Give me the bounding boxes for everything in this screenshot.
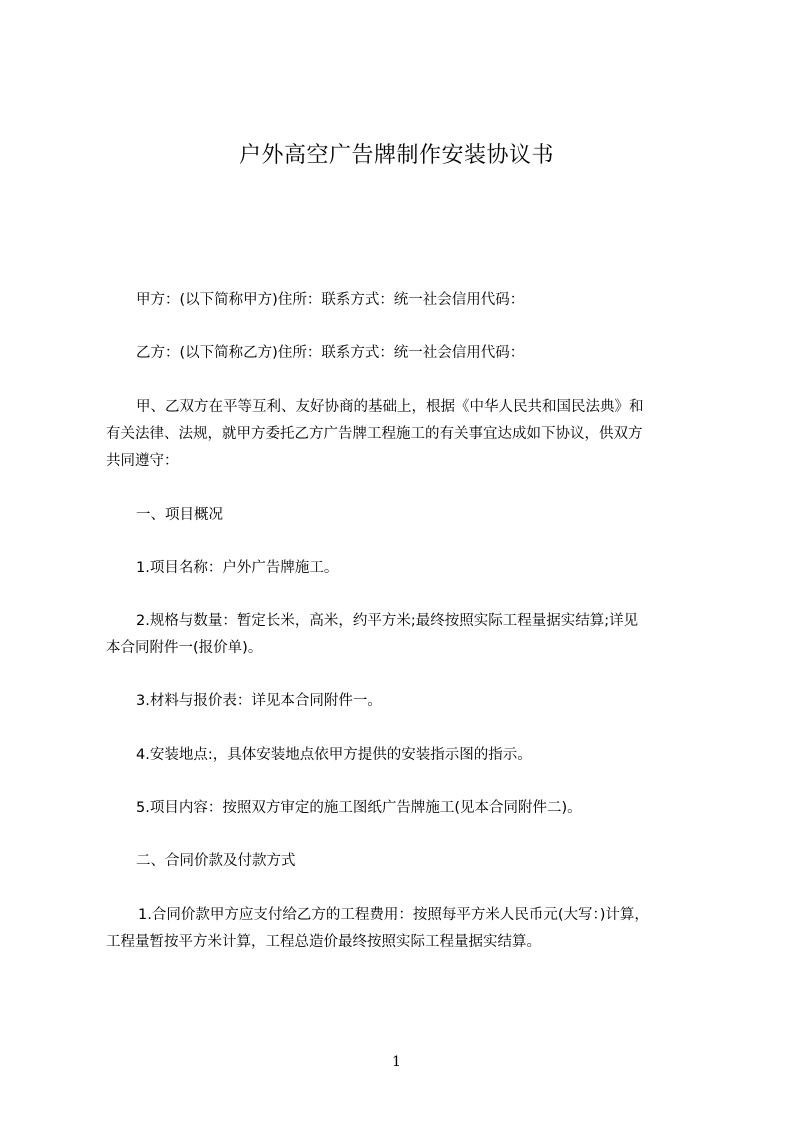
section-2-heading: 二、合同价款及付款方式 xyxy=(136,853,296,869)
item-2-1-line-1: 1.合同价款甲方应支付给乙方的工程费用：按照每平方米人民币元(大写：)计算， xyxy=(138,907,649,923)
item-2-1-line-2: 工程量暂按平方米计算，工程总造价最终按照实际工程量据实结算。 xyxy=(106,934,541,950)
section-1-heading: 一、项目概况 xyxy=(136,507,223,523)
item-1-3: 3.材料与报价表：详见本合同附件一。 xyxy=(136,693,382,709)
preamble-line-2: 有关法律、法规，就甲方委托乙方广告牌工程施工的有关事宜达成如下协议，供双方 xyxy=(106,426,643,442)
preamble-line-3: 共同遵守： xyxy=(106,453,179,469)
item-1-4: 4.安装地点:，具体安装地点依甲方提供的安装指示图的指示。 xyxy=(136,747,532,763)
page-number: 1 xyxy=(392,1054,401,1070)
item-1-2-line-2: 本合同附件一(报价单)。 xyxy=(106,640,263,656)
preamble-line-1: 甲、乙双方在平等互利、友好协商的基础上，根据《中华人民共和国民法典》和 xyxy=(136,399,644,415)
item-1-5: 5.项目内容：按照双方审定的施工图纸广告牌施工(见本合同附件二)。 xyxy=(136,800,582,816)
item-1-1: 1.项目名称：户外广告牌施工。 xyxy=(136,560,339,576)
party-b-line: 乙方：(以下简称乙方)住所：联系方式：统一社会信用代码： xyxy=(136,345,525,361)
document-title: 户外高空广告牌制作安装协议书 xyxy=(238,143,554,168)
item-1-2-line-1: 2.规格与数量：暂定长米，高米，约平方米;最终按照实际工程量据实结算;详见 xyxy=(136,613,639,629)
party-a-line: 甲方：(以下简称甲方)住所：联系方式：统一社会信用代码： xyxy=(136,292,525,308)
